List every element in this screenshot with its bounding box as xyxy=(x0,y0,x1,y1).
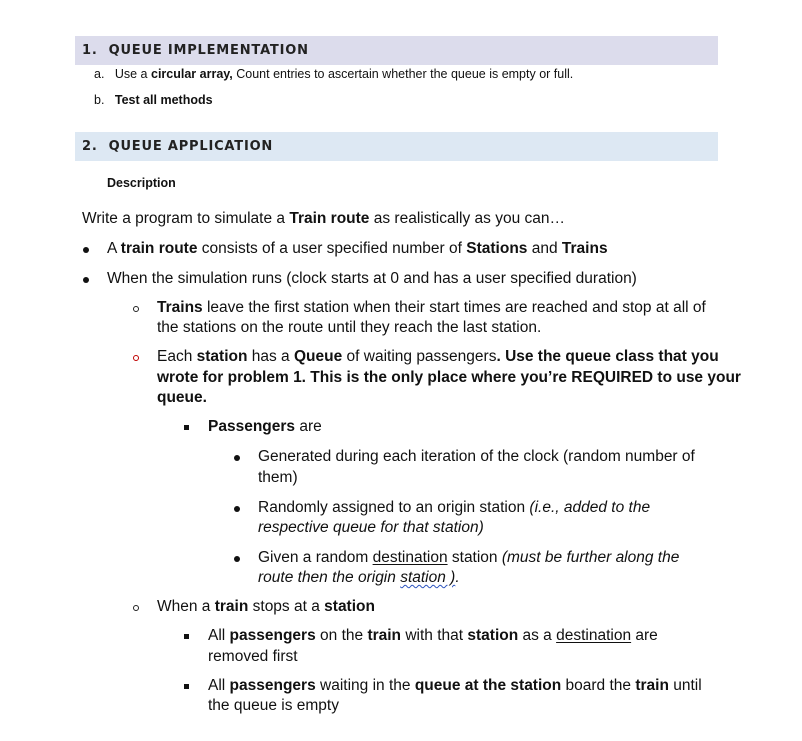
sub-item-station-line3 xyxy=(157,389,207,407)
bold-text: Description xyxy=(107,176,176,190)
bold-text: . Use the queue class that you xyxy=(496,348,719,365)
text: All xyxy=(208,627,230,644)
passenger-generated-line2: them) xyxy=(258,469,298,486)
section-1-heading xyxy=(75,36,718,65)
italic-text: (must be further along the xyxy=(501,549,680,566)
text: Each xyxy=(157,348,197,365)
bold-text: Test all methods xyxy=(114,93,213,107)
bullet-square-icon xyxy=(184,634,189,639)
text: of waiting passengers xyxy=(342,348,497,365)
bold-text: Trains xyxy=(561,240,608,257)
sub-item-station-line1 xyxy=(157,348,719,366)
text: and xyxy=(527,240,562,257)
bold-text: train route xyxy=(120,240,198,257)
section-1-number: 1. xyxy=(82,43,98,58)
sub-item-trains-line1 xyxy=(157,299,706,317)
text: Use a xyxy=(114,67,151,81)
list-marker: a. xyxy=(94,67,105,81)
alight-rule-line1 xyxy=(208,627,658,645)
italic-text: route then the origin xyxy=(258,569,401,586)
italic-text: . xyxy=(455,569,460,586)
text: until xyxy=(668,677,702,694)
sub-item-train-stops xyxy=(157,598,375,616)
bullet-square-icon xyxy=(184,684,189,689)
bullet-disc-icon xyxy=(234,506,240,512)
section-1-title: QUEUE IMPLEMENTATION xyxy=(108,43,309,58)
bold-text: Train route xyxy=(289,210,370,227)
bold-text: station xyxy=(324,598,375,615)
bullet-square-icon xyxy=(184,425,189,430)
bullet-train-route xyxy=(107,240,608,258)
intro-paragraph xyxy=(82,210,565,228)
bold-text: train xyxy=(635,677,669,694)
bold-text: station xyxy=(196,348,248,365)
bold-text: Queue xyxy=(293,348,343,365)
bold-text: queue. xyxy=(157,389,207,406)
passenger-destination-line1 xyxy=(258,549,679,567)
text: Given a random xyxy=(258,549,373,566)
bold-text: wrote for problem 1. This is the only place where you’re REQUIRED to use your xyxy=(157,369,741,386)
bold-text: station xyxy=(467,627,519,644)
bold-text: queue at the station xyxy=(414,677,562,694)
board-rule-line2: the queue is empty xyxy=(208,697,339,714)
sub-item-trains-line2: the stations on the route until they reach the last station. xyxy=(157,319,542,336)
bold-text: train xyxy=(214,598,249,615)
bold-text: passengers xyxy=(229,677,316,694)
bullet-circle-icon xyxy=(133,306,139,312)
list-marker: b. xyxy=(94,93,105,107)
bullet-disc-icon xyxy=(83,277,89,283)
passenger-destination-line2 xyxy=(258,569,460,587)
text: Randomly assigned to an origin station xyxy=(258,499,530,516)
list-item-b xyxy=(94,93,213,107)
section-2-title: QUEUE APPLICATION xyxy=(108,139,274,154)
text: waiting in the xyxy=(315,677,415,694)
passenger-generated-line1: Generated during each iteration of the clock (random number of xyxy=(258,448,695,465)
bullet-simulation: When the simulation runs (clock starts at 0 and has a user specified duration) xyxy=(107,270,637,287)
description-label xyxy=(107,176,176,190)
italic-text: (i.e., added to the xyxy=(529,499,651,516)
bold-text: circular array, xyxy=(151,67,233,81)
text: as realistically as you can… xyxy=(369,210,565,227)
text: as a xyxy=(518,627,557,644)
text: are xyxy=(631,627,658,644)
bullet-disc-icon xyxy=(234,556,240,562)
text: on the xyxy=(315,627,368,644)
text: When a xyxy=(157,598,215,615)
bold-text: Passengers xyxy=(208,418,296,435)
text: with that xyxy=(401,627,468,644)
underlined-text: destination xyxy=(556,627,632,644)
list-item-a xyxy=(94,67,573,81)
bold-text: Trains xyxy=(157,299,203,316)
text: has a xyxy=(247,348,294,365)
passengers-item xyxy=(208,418,322,436)
text: station xyxy=(447,549,502,566)
text: A xyxy=(107,240,121,257)
bold-text: Stations xyxy=(466,240,528,257)
sub-item-station-line2 xyxy=(157,369,741,387)
spellcheck-flagged-text: station ) xyxy=(400,569,456,586)
bullet-disc-icon xyxy=(83,247,89,253)
text: Write a program to simulate a xyxy=(82,210,290,227)
alight-rule-line2: removed first xyxy=(208,648,298,665)
text: leave the first station when their start times are reached and stop at all of xyxy=(202,299,706,316)
bullet-circle-icon xyxy=(133,355,139,361)
passenger-assigned-line1 xyxy=(258,499,650,517)
section-2-number: 2. xyxy=(82,139,98,154)
text: Count entries to ascertain whether the queue is empty or full. xyxy=(232,67,574,81)
passenger-assigned-line2 xyxy=(258,519,484,537)
bullet-disc-icon xyxy=(234,455,240,461)
bullet-circle-icon xyxy=(133,605,139,611)
text: board the xyxy=(561,677,636,694)
section-2-heading xyxy=(75,132,718,161)
text: consists of a user specified number of xyxy=(197,240,467,257)
text: are xyxy=(295,418,322,435)
text: stops at a xyxy=(248,598,325,615)
board-rule-line1 xyxy=(208,677,702,695)
underlined-text: destination xyxy=(372,549,448,566)
text: All xyxy=(208,677,230,694)
bold-text: train xyxy=(367,627,402,644)
bold-text: passengers xyxy=(229,627,316,644)
italic-text: respective queue for that station) xyxy=(258,519,484,536)
